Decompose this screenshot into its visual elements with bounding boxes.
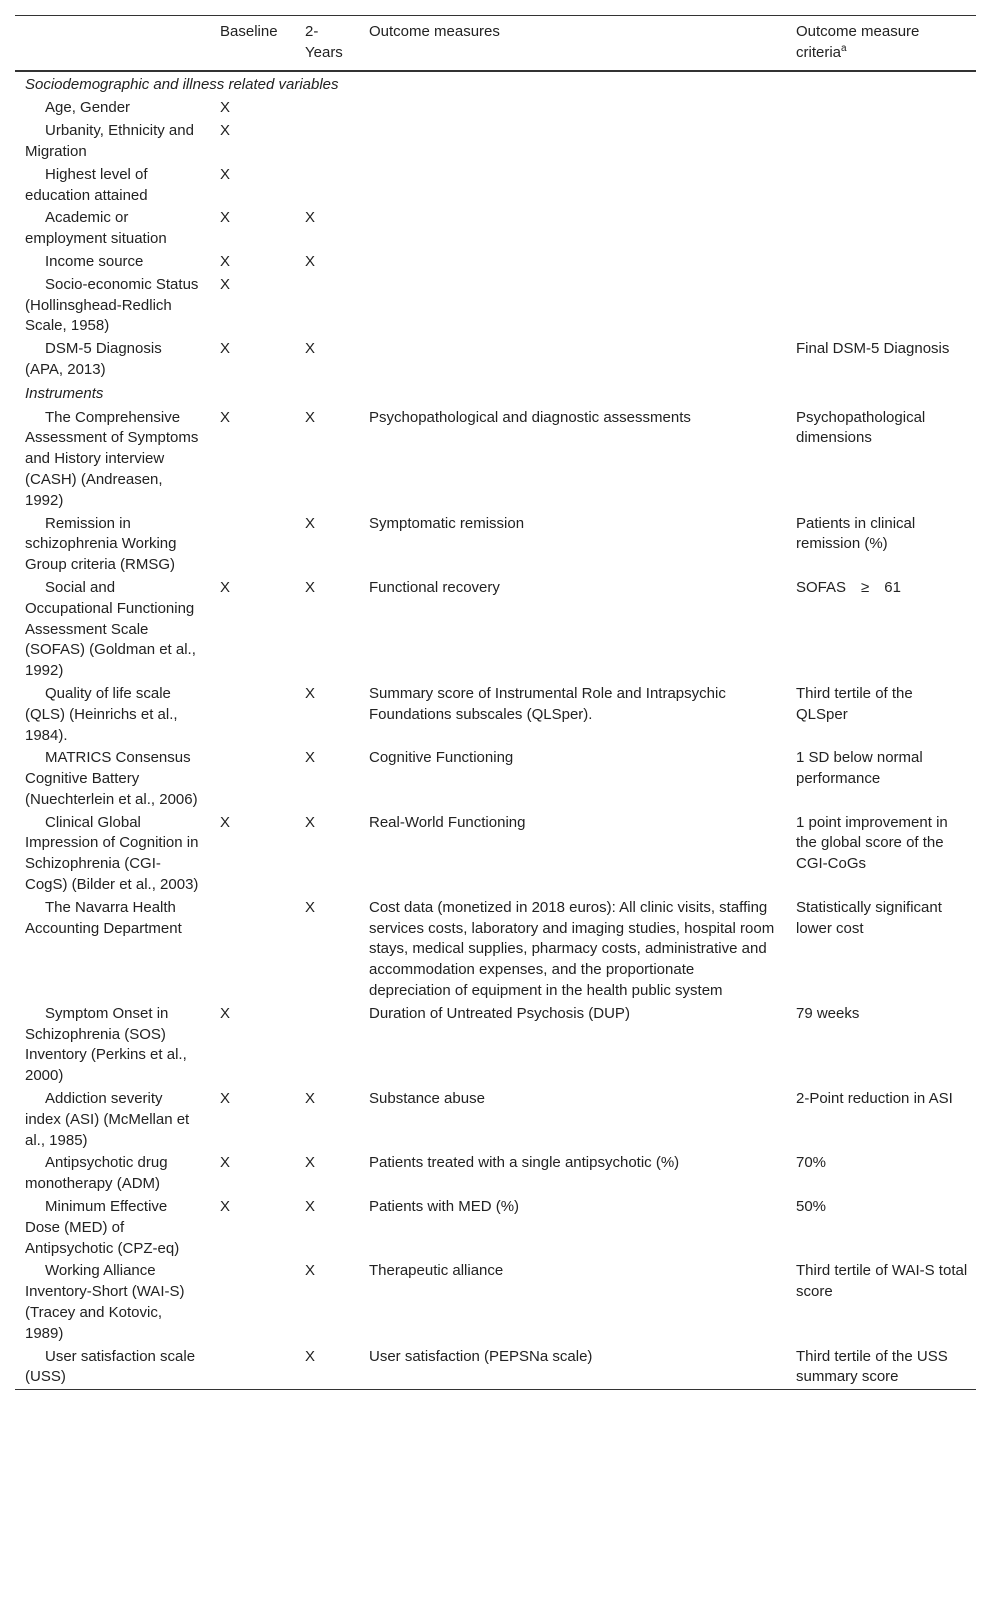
outcome-measure-cell: Patients with MED (%) [369,1198,520,1216]
baseline-cell: X [220,275,231,293]
footnote-marker: a [841,42,847,54]
two-years-cell: X [305,898,316,916]
instrument-cell [15,251,210,274]
two-years-cell: X [305,1262,316,1280]
outcome-measure-cell: Functional recovery [369,578,500,596]
outcome-measure-cell [359,207,786,251]
criteria-cell [786,120,976,164]
criteria-cell: Statistically significant lower cost [796,898,942,937]
instrument-name: Urbanity, Ethnicity and Migration [25,122,194,160]
table-row [15,407,976,513]
outcome-measure-cell: Summary score of Instrumental Role and Intrapsychic Foundations subscales (QLSper). [369,684,726,723]
baseline-cell [210,1260,295,1345]
section-title: Sociodemographic and illness related variables [25,75,339,93]
instrument-name: Academic or employment situation [25,209,167,248]
two-years-cell: X [305,340,316,358]
table-row [15,513,976,577]
outcome-measure-cell: Duration of Untreated Psychosis (DUP) [369,1004,630,1022]
outcome-measure-cell [359,97,786,120]
instrument-name: User satisfaction scale (USS) [25,1347,196,1386]
two-years-cell: X [305,1090,316,1108]
outcome-measure-cell [359,120,786,164]
criteria-cell [786,207,976,251]
header-row [15,16,976,71]
outcome-measure-cell: User satisfaction (PEPSNa scale) [369,1347,593,1365]
two-years-cell: X [305,252,316,270]
table-row [15,812,976,897]
outcome-measure-cell: Psychopathological and diagnostic assessments [369,408,691,426]
instrument-name: The Navarra Health Accounting Department [25,898,182,937]
instrument-cell [15,1088,210,1152]
outcome-measure-cell: Patients treated with a single antipsychotic (%) [369,1154,680,1172]
criteria-cell: 1 point improvement in the global score of the CGI-CoGs [796,813,948,873]
criteria-cell: Third tertile of the USS summary score [796,1347,948,1386]
table-row [15,251,976,274]
header-outcome-measures: Outcome measures [369,23,500,40]
outcome-measure-cell: Cognitive Functioning [369,749,514,767]
instrument-cell [15,1260,210,1345]
instrument-name: Income source [45,252,144,270]
outcome-measure-cell [359,251,786,274]
two-years-cell: X [305,1198,316,1216]
table-header [15,16,976,71]
baseline-cell [210,897,295,1003]
table-row [15,577,976,683]
baseline-cell: X [220,578,231,596]
table-row [15,274,976,338]
outcome-measures-table [15,15,976,1390]
criteria-cell: Third tertile of WAI-S total score [796,1262,968,1301]
instrument-name: Antipsychotic drug monotherapy (ADM) [25,1154,168,1193]
instrument-name: The Comprehensive Assessment of Symptoms and History interview (CASH) (Andreasen, 1992) [25,408,199,509]
instrument-name: DSM-5 Diagnosis (APA, 2013) [25,340,162,378]
table-row [15,897,976,1003]
instrument-cell [15,1346,210,1390]
instrument-cell [15,747,210,811]
table-row [15,1260,976,1345]
baseline-cell: X [220,1198,231,1216]
section-header-row [15,71,976,98]
two-years-cell [295,164,359,208]
header-instrument [15,16,210,71]
two-years-cell [295,97,359,120]
two-years-cell: X [305,1347,316,1365]
criteria-cell: Third tertile of the QLSper [796,684,913,723]
instrument-cell [15,120,210,164]
instrument-cell [15,577,210,683]
instrument-name: Social and Occupational Functioning Assessment Scale (SOFAS) (Goldman et al., 1992) [25,578,196,680]
header-two-years: 2-Years [305,23,343,61]
table-row [15,1346,976,1390]
table-body [15,71,976,1390]
two-years-cell: X [305,1154,316,1172]
table-row [15,120,976,164]
table-row [15,1196,976,1260]
outcome-measure-cell [359,164,786,208]
two-years-cell: X [305,684,316,702]
header-outcome-criteria [786,16,976,71]
instrument-cell [15,207,210,251]
baseline-cell [210,513,295,577]
two-years-cell [295,1003,359,1088]
instrument-name: MATRICS Consensus Cognitive Battery (Nuechterlein et al., 2006) [25,749,198,808]
baseline-cell [210,1346,295,1390]
outcome-measure-cell: Symptomatic remission [369,514,525,532]
section-header-row [15,382,976,407]
two-years-cell [295,120,359,164]
baseline-cell [210,747,295,811]
baseline-cell: X [220,1090,231,1108]
baseline-cell: X [220,252,231,270]
instrument-name: Minimum Effective Dose (MED) of Antipsychotic (CPZ-eq) [25,1198,180,1257]
baseline-cell: X [220,408,231,426]
instrument-name: Age, Gender [45,99,131,117]
instrument-cell [15,812,210,897]
criteria-cell [786,251,976,274]
instrument-cell [15,897,210,1003]
baseline-cell: X [220,122,231,140]
two-years-cell: X [305,514,316,532]
instrument-cell [15,1003,210,1088]
instrument-cell [15,97,210,120]
header-baseline: Baseline [220,23,278,40]
instrument-cell [15,683,210,747]
table-row [15,338,976,382]
criteria-cell: SOFAS ≥ 61 [796,578,901,596]
outcome-measure-cell: Therapeutic alliance [369,1262,504,1280]
table-row [15,1152,976,1196]
instrument-cell [15,1152,210,1196]
table-row [15,97,976,120]
instrument-name: Clinical Global Impression of Cognition in Schizophrenia (CGI-CogS) (Bilder et al., 2003) [25,813,199,894]
instrument-cell [15,164,210,208]
two-years-cell: X [305,813,316,831]
baseline-cell [210,683,295,747]
criteria-cell: 79 weeks [796,1004,860,1022]
criteria-cell: 70% [796,1154,827,1172]
baseline-cell: X [220,1154,231,1172]
two-years-cell [295,274,359,338]
outcome-measure-cell [359,274,786,338]
instrument-name: Highest level of education attained [25,165,148,204]
outcome-measure-cell: Cost data (monetized in 2018 euros): All clinic visits, staffing services costs, laboratory and imaging studies, hospital room stays, medical supplies, pharmacy costs, administrative and accommodation expenses, and the proportionate depreciation of equipment in the health public system [369,898,775,1000]
criteria-cell: 1 SD below normal performance [796,749,923,788]
instrument-cell [15,274,210,338]
instrument-cell [15,338,210,382]
header-outcome-criteria-label: Outcome measure criteria [796,23,920,61]
criteria-cell [786,274,976,338]
baseline-cell: X [220,1004,231,1022]
baseline-cell: X [220,99,231,117]
instrument-name: Socio-economic Status (Hollinsghead-Redlich Scale, 1958) [25,275,199,335]
instrument-cell [15,407,210,513]
section-title: Instruments [25,384,104,402]
criteria-cell [786,97,976,120]
baseline-cell: X [220,209,231,227]
two-years-cell: X [305,408,316,426]
table-row [15,164,976,208]
table-row [15,1003,976,1088]
two-years-cell: X [305,749,316,767]
table-row [15,747,976,811]
criteria-cell: 50% [796,1198,827,1216]
instrument-name: Remission in schizophrenia Working Group criteria (RMSG) [25,514,177,574]
outcome-measure-cell: Real-World Functioning [369,813,526,831]
two-years-cell: X [305,578,316,596]
table-row [15,207,976,251]
two-years-cell: X [305,209,316,227]
outcome-measure-cell: Substance abuse [369,1090,485,1108]
baseline-cell: X [220,165,231,183]
criteria-cell: Psychopathological dimensions [796,408,926,447]
instrument-name: Working Alliance Inventory-Short (WAI-S) (Tracey and Kotovic, 1989) [25,1262,185,1342]
table-row [15,683,976,747]
baseline-cell: X [220,813,231,831]
table-row [15,1088,976,1152]
criteria-cell: 2-Point reduction in ASI [796,1090,953,1108]
criteria-cell: Final DSM-5 Diagnosis [796,340,950,358]
instrument-cell [15,1196,210,1260]
instrument-name: Addiction severity index (ASI) (McMellan et al., 1985) [25,1090,190,1149]
criteria-cell [786,164,976,208]
instrument-name: Symptom Onset in Schizophrenia (SOS) Inventory (Perkins et al., 2000) [25,1004,187,1085]
baseline-cell: X [220,340,231,358]
outcome-measure-cell [359,338,786,382]
criteria-cell: Patients in clinical remission (%) [796,514,916,553]
instrument-cell [15,513,210,577]
instrument-name: Quality of life scale (QLS) (Heinrichs et al., 1984). [25,684,178,744]
